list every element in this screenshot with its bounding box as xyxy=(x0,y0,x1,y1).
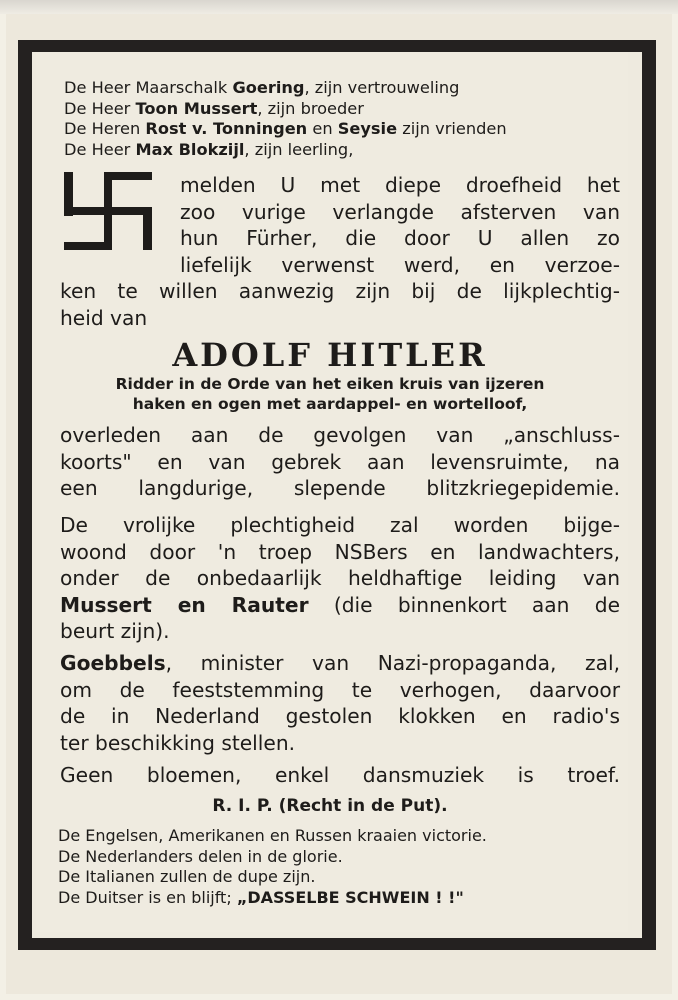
propaganda-line: ter beschikking stellen. xyxy=(60,730,296,755)
intro-line: liefelijk verwenst werd, en verzoe- xyxy=(180,252,620,277)
subtitle-line: haken en ogen met aardappel- en wortelloof, xyxy=(132,395,528,413)
intro-line: ken te willen aanwezig zijn bij de lijkplechtig- xyxy=(60,279,620,303)
propaganda-paragraph xyxy=(60,650,620,756)
cause-line: koorts" en van gebrek aan levensruimte, na xyxy=(60,449,620,474)
intro-line: zoo vurige verlangde afsterven van xyxy=(180,199,620,224)
header-line-4: De Heer Max Blokzijl, zijn leerling, xyxy=(64,139,354,159)
ceremony-line: woond door 'n troep NSBers en landwachters, xyxy=(60,539,620,564)
intro-line: heid van xyxy=(60,305,148,330)
cause-paragraph xyxy=(60,422,620,502)
footer-line: De Duitser is en blijft; „DASSELBE SCHWEIN ! !" xyxy=(58,887,464,907)
propaganda-line: om de feeststemming te verhogen, daarvoor xyxy=(60,677,620,702)
ceremony-line: onder de onbedaarlijk heldhaftige leiding van xyxy=(60,566,620,590)
header-line-3: De Heren Rost v. Tonningen en Seysie zijn vrienden xyxy=(64,119,507,138)
ceremony-line: beurt zijn). xyxy=(60,619,170,643)
deceased-name: ADOLF HITLER xyxy=(172,336,488,374)
propaganda-line: Goebbels, minister van Nazi-propaganda, zal, xyxy=(60,651,620,675)
header-block xyxy=(42,78,624,160)
rip-line: R. I. P. (Recht in de Put). xyxy=(212,796,448,816)
intro-line: melden U met diepe droefheid het xyxy=(180,173,620,197)
header-line-2: De Heer Toon Mussert, zijn broeder xyxy=(64,98,364,118)
scan-top-edge xyxy=(0,0,678,14)
footer-line: De Nederlanders delen in de glorie. xyxy=(58,846,343,866)
ceremony-paragraph xyxy=(60,512,620,645)
intro-line: hun Fürher, die door U allen zo xyxy=(180,226,620,250)
footer-line: De Engelsen, Amerikanen en Russen kraaien victorie. xyxy=(58,826,487,845)
ceremony-line: Mussert en Rauter (die binnenkort aan de xyxy=(60,592,621,617)
subtitle-line: Ridder in de Orde van het eiken kruis van ijzeren xyxy=(115,375,545,393)
footer-line: De Italianen zullen de dupe zijn. xyxy=(58,867,316,886)
footer-block xyxy=(58,826,628,908)
propaganda-line: de in Nederland gestolen klokken en radio's xyxy=(60,704,620,728)
flowers-line: Geen bloemen, enkel dansmuziek is troef. xyxy=(60,763,620,787)
header-line-1: De Heer Maarschalk Goering, zijn vertrouweling xyxy=(64,78,460,97)
cause-line: overleden aan de gevolgen van „anschluss- xyxy=(60,423,620,447)
title-subtitle xyxy=(42,374,618,414)
ceremony-line: De vrolijke plechtigheid zal worden bijge- xyxy=(60,513,620,537)
cause-line: een langdurige, slepende blitzkriegepidemie. xyxy=(60,476,620,500)
intro-paragraph xyxy=(60,172,620,331)
